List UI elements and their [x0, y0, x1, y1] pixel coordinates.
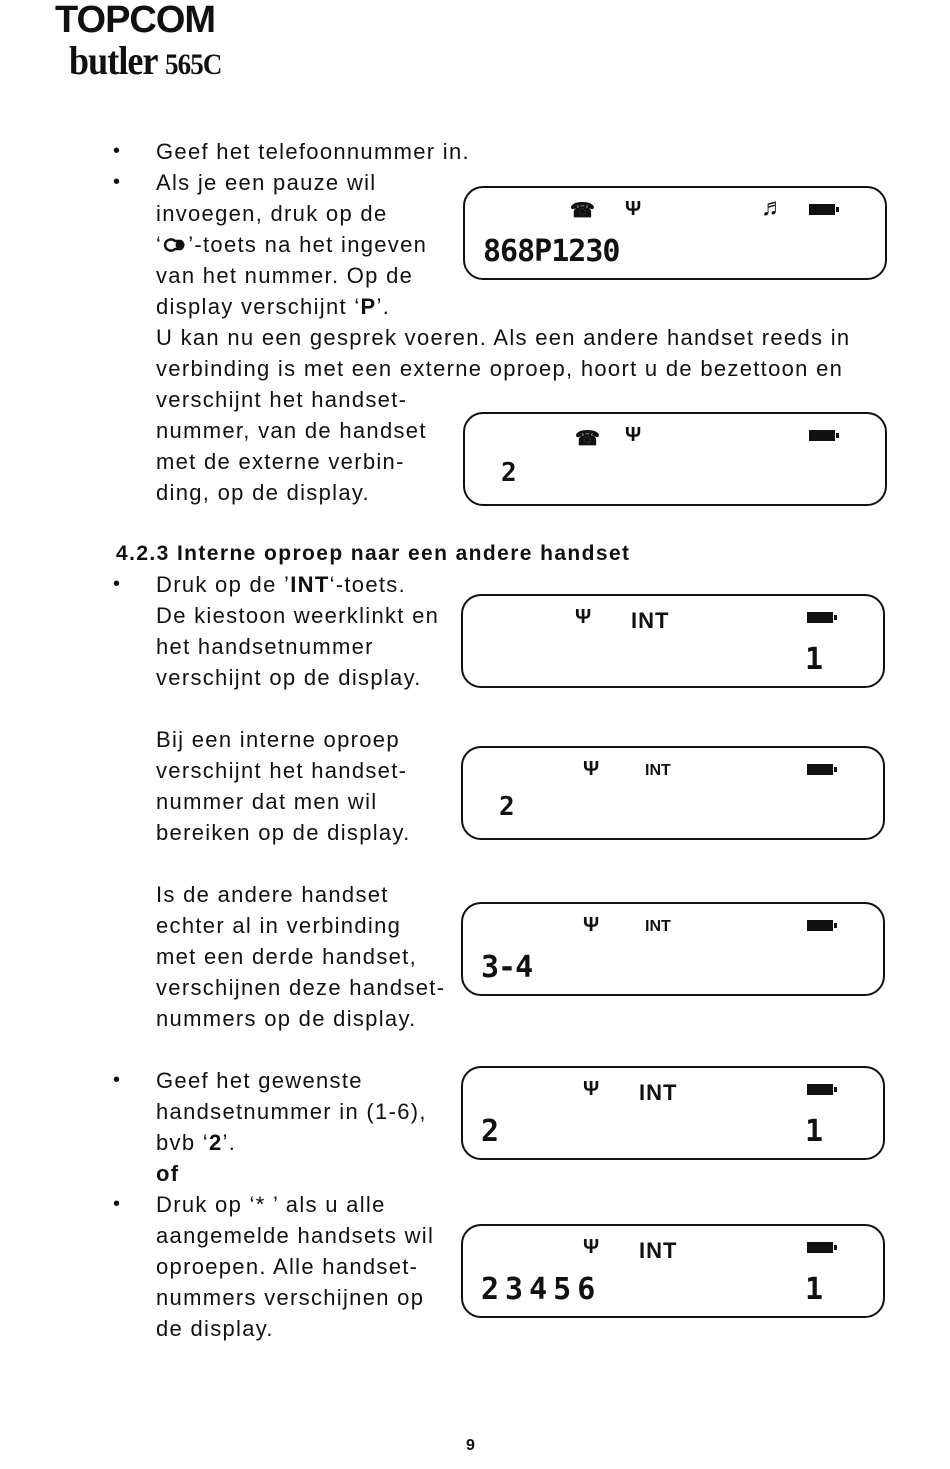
int-label: INT	[631, 608, 670, 633]
text-line: Geef het telefoonnummer in.	[156, 139, 470, 164]
text-line: invoegen, druk op de	[156, 201, 388, 226]
text-line: Als je een pauze wil	[156, 170, 377, 195]
text-line: het handsetnummer	[156, 634, 374, 659]
text-line: Druk op de ’INT‘-toets.	[156, 572, 406, 597]
lcd-digits: 2	[501, 458, 516, 488]
text-line: de display.	[156, 1316, 274, 1341]
battery-icon	[809, 430, 835, 441]
text-line: aangemelde handsets wil	[156, 1223, 435, 1248]
int-label: INT	[645, 918, 671, 935]
battery-icon	[807, 764, 833, 775]
text-line: bereiken op de display.	[156, 820, 411, 845]
lcd-handset-number: 1	[804, 642, 823, 677]
text-line: nummers verschijnen op	[156, 1285, 425, 1310]
int-label: INT	[639, 1238, 678, 1263]
lcd-display-external	[463, 412, 887, 506]
text-line: De kiestoon weerklinkt en	[156, 603, 440, 628]
text-line: U kan nu een gesprek voeren. Als een andere handset reeds in	[156, 325, 851, 350]
text-line: echter al in verbinding	[156, 913, 402, 938]
text-line: van het nummer. Op de	[156, 263, 414, 288]
text-line: verbinding is met een externe oproep, hoort u de bezettoon en	[156, 356, 844, 381]
music-note-icon: ♬	[761, 194, 785, 221]
bullet-marker: •	[113, 1069, 121, 1091]
logo	[55, 0, 238, 86]
lcd-digits: 868P1230	[483, 234, 620, 269]
int-label: INT	[645, 762, 671, 779]
bullet-marker: •	[113, 573, 121, 595]
section-heading: 4.2.3 Interne oproep naar een andere handset	[116, 542, 631, 565]
battery-icon	[809, 204, 835, 215]
antenna-icon: Ψ	[583, 914, 600, 936]
lcd-digits: 23456	[481, 1272, 602, 1307]
brand-logo: TOPCOM	[55, 0, 216, 41]
text-line: nummers op de display.	[156, 1006, 417, 1031]
text-line: ding, op de display.	[156, 480, 370, 505]
phone-icon: ☎	[570, 200, 595, 222]
text-line: nummer, van de handset	[156, 418, 427, 443]
lcd-display-int-dial	[461, 1066, 885, 1160]
pause-key-icon	[162, 230, 188, 246]
lcd-display-dialing	[463, 186, 887, 280]
battery-icon	[807, 1084, 833, 1095]
bullet-marker: •	[113, 140, 121, 162]
text-line: bvb ‘2’.	[156, 1130, 237, 1155]
antenna-icon: Ψ	[625, 424, 642, 446]
lcd-digits: 2	[481, 1114, 499, 1149]
antenna-icon: Ψ	[575, 606, 592, 628]
text-line: met de externe verbin-	[156, 449, 405, 474]
battery-icon	[807, 612, 833, 623]
text-line: verschijnt het handset-	[156, 387, 408, 412]
text-line: display verschijnt ‘P’.	[156, 294, 391, 319]
lcd-display-int-call	[461, 746, 885, 840]
text-line: nummer dat men wil	[156, 789, 378, 814]
lcd-display-int	[461, 594, 885, 688]
antenna-icon: Ψ	[583, 1236, 600, 1258]
lcd-handset-number: 1	[804, 1272, 823, 1307]
lcd-display-int-all	[461, 1224, 885, 1318]
bullet-marker: •	[113, 171, 121, 193]
text-line: verschijnen deze handset-	[156, 975, 446, 1000]
battery-icon	[807, 920, 833, 931]
lcd-display-int-busy	[461, 902, 885, 996]
bullet-marker: •	[113, 1193, 121, 1215]
int-label: INT	[639, 1080, 678, 1105]
text-line: met een derde handset,	[156, 944, 417, 969]
phone-icon: ☎	[575, 428, 600, 450]
antenna-icon: Ψ	[625, 198, 642, 220]
lcd-handset-number: 1	[804, 1114, 823, 1149]
text-line: Is de andere handset	[156, 882, 389, 907]
or-label: of	[156, 1161, 180, 1186]
page-number: 9	[466, 1437, 475, 1454]
battery-icon	[807, 1242, 833, 1253]
antenna-icon: Ψ	[583, 1078, 600, 1100]
lcd-digits: 2	[499, 792, 514, 822]
model-logo: butler 565C	[69, 38, 222, 83]
text-line: Bij een interne oproep	[156, 727, 400, 752]
text-line: Druk op ‘* ’ als u alle	[156, 1192, 386, 1217]
text-line: Geef het gewenste	[156, 1068, 363, 1093]
lcd-digits: 3-4	[481, 950, 533, 985]
antenna-icon: Ψ	[583, 758, 600, 780]
key-instruction-line: ‘ ’-toets na het ingeven	[156, 232, 428, 257]
text-line: handsetnummer in (1-6),	[156, 1099, 427, 1124]
text-line: verschijnt het handset-	[156, 758, 408, 783]
text-line: verschijnt op de display.	[156, 665, 422, 690]
text-line: oproepen. Alle handset-	[156, 1254, 419, 1279]
